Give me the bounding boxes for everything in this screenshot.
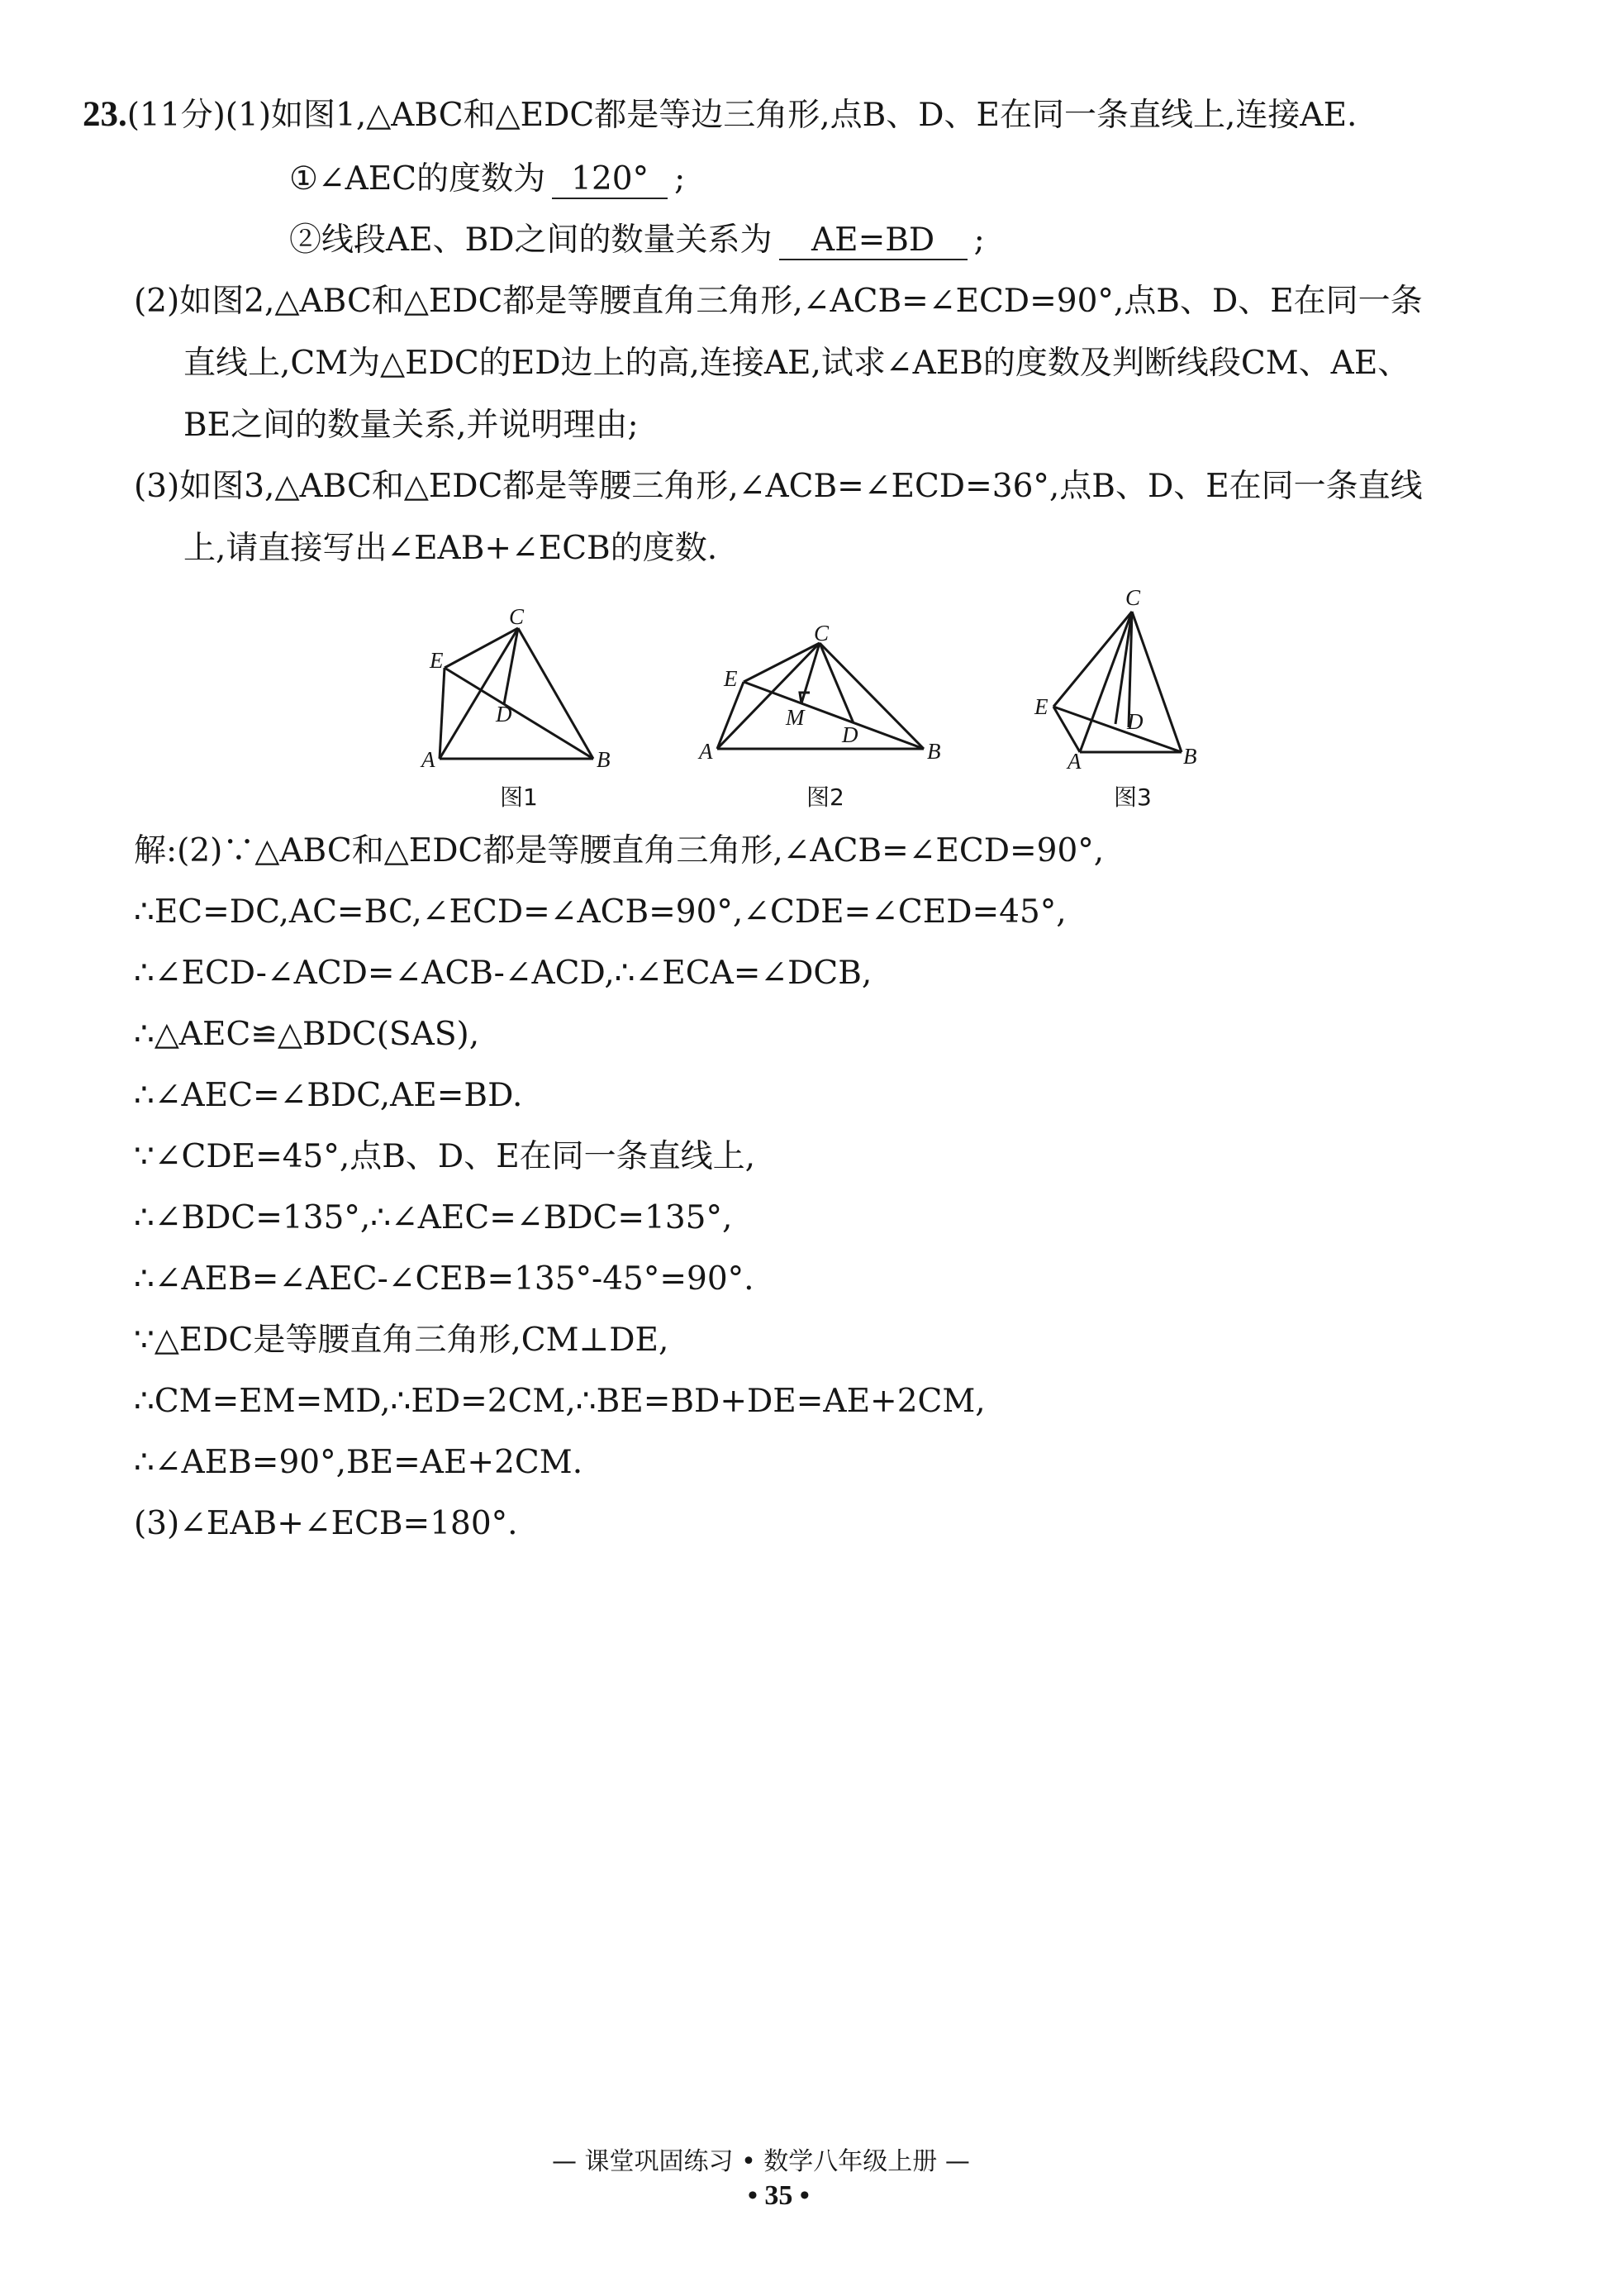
fig2-label-e: E	[724, 666, 738, 691]
fig3-label-b: B	[1183, 744, 1197, 769]
q1-part1-prefix: ①∠AEC的度数为	[289, 160, 546, 198]
figure-1-caption: 图1	[500, 784, 538, 811]
solution-line-3: ∴∠ECD-∠ACD=∠ACB-∠ACD,∴∠ECA=∠DCB,	[134, 955, 873, 992]
solution-line-6: ∵∠CDE=45°,点B、D、E在同一条直线上,	[134, 1138, 756, 1175]
solution-line-5: ∴∠AEC=∠BDC,AE=BD.	[134, 1077, 523, 1114]
q1-part1-suffix: ;	[674, 160, 686, 198]
solution-line-4: ∴△AEC≌△BDC(SAS),	[134, 1016, 480, 1053]
fig3-label-e: E	[1034, 694, 1049, 719]
fig1-label-b: B	[597, 747, 611, 772]
fig2-label-a: A	[699, 739, 713, 764]
solution-line-10: ∴CM=EM=MD,∴ED=2CM,∴BE=BD+DE=AE+2CM,	[134, 1383, 986, 1420]
figure-3-diagram	[1025, 579, 1223, 777]
fig3-label-d: D	[1127, 709, 1144, 734]
q2-line-3: BE之间的数量关系,并说明理由;	[183, 407, 639, 444]
q1-part1	[289, 157, 685, 202]
fig2-label-m: M	[786, 705, 805, 730]
fig1-label-e: E	[430, 648, 444, 673]
fig1-label-c: C	[509, 604, 525, 629]
figure-1	[413, 595, 628, 780]
q3-line-2: 上,请直接写出∠EAB+∠ECB的度数.	[183, 530, 718, 567]
q1-part2-answer: AE=BD	[779, 222, 968, 260]
figure-3-caption: 图3	[1114, 784, 1152, 811]
q2-line-1: (2)如图2,△ABC和△EDC都是等腰直角三角形,∠ACB=∠ECD=90°,点B、D、E在同一条	[134, 283, 1423, 320]
problem-intro: (11分)(1)如图1,△ABC和△EDC都是等边三角形,点B、D、E在同一条直线上,连接AE.	[126, 97, 1358, 134]
fig3-label-a: A	[1068, 749, 1082, 774]
fig1-label-a: A	[421, 747, 435, 772]
figure-3	[1025, 579, 1223, 780]
figure-2-caption: 图2	[806, 784, 844, 811]
page-number: • 35 •	[748, 2180, 810, 2211]
fig3-label-c: C	[1125, 585, 1141, 610]
solution-line-9: ∵△EDC是等腰直角三角形,CM⊥DE,	[134, 1322, 669, 1359]
q1-part2	[289, 218, 985, 263]
fig2-label-b: B	[927, 739, 941, 764]
q1-part2-prefix: ②线段AE、BD之间的数量关系为	[289, 222, 773, 259]
solution-line-2: ∴EC=DC,AC=BC,∠ECD=∠ACB=90°,∠CDE=∠CED=45°,	[134, 893, 1067, 931]
q1-part1-answer: 120°	[552, 161, 668, 199]
problem-line-1	[83, 93, 1357, 138]
figure-2	[694, 612, 958, 780]
problem-number: 23.	[83, 95, 127, 134]
figure-1-diagram	[413, 595, 628, 777]
solution-line-8: ∴∠AEB=∠AEC-∠CEB=135°-45°=90°.	[134, 1260, 754, 1298]
fig1-label-d: D	[496, 702, 512, 726]
solution-line-11: ∴∠AEB=90°,BE=AE+2CM.	[134, 1444, 583, 1481]
q2-line-2: 直线上,CM为△EDC的ED边上的高,连接AE,试求∠AEB的度数及判断线段CM、AE、	[183, 345, 1410, 382]
fig2-label-c: C	[814, 621, 830, 645]
q1-part2-suffix: ;	[973, 222, 985, 259]
q3-line-1: (3)如图3,△ABC和△EDC都是等腰三角形,∠ACB=∠ECD=36°,点B、D、E在同一条直线	[134, 468, 1423, 505]
book-footer: — 课堂巩固练习 • 数学八年级上册 —	[552, 2147, 970, 2176]
solution-line-7: ∴∠BDC=135°,∴∠AEC=∠BDC=135°,	[134, 1199, 733, 1236]
solution-line-12: (3)∠EAB+∠ECB=180°.	[134, 1505, 518, 1542]
fig2-label-d: D	[842, 722, 858, 747]
solution-line-1: 解:(2)∵△ABC和△EDC都是等腰直角三角形,∠ACB=∠ECD=90°,	[134, 832, 1105, 869]
figure-2-diagram	[694, 612, 958, 777]
